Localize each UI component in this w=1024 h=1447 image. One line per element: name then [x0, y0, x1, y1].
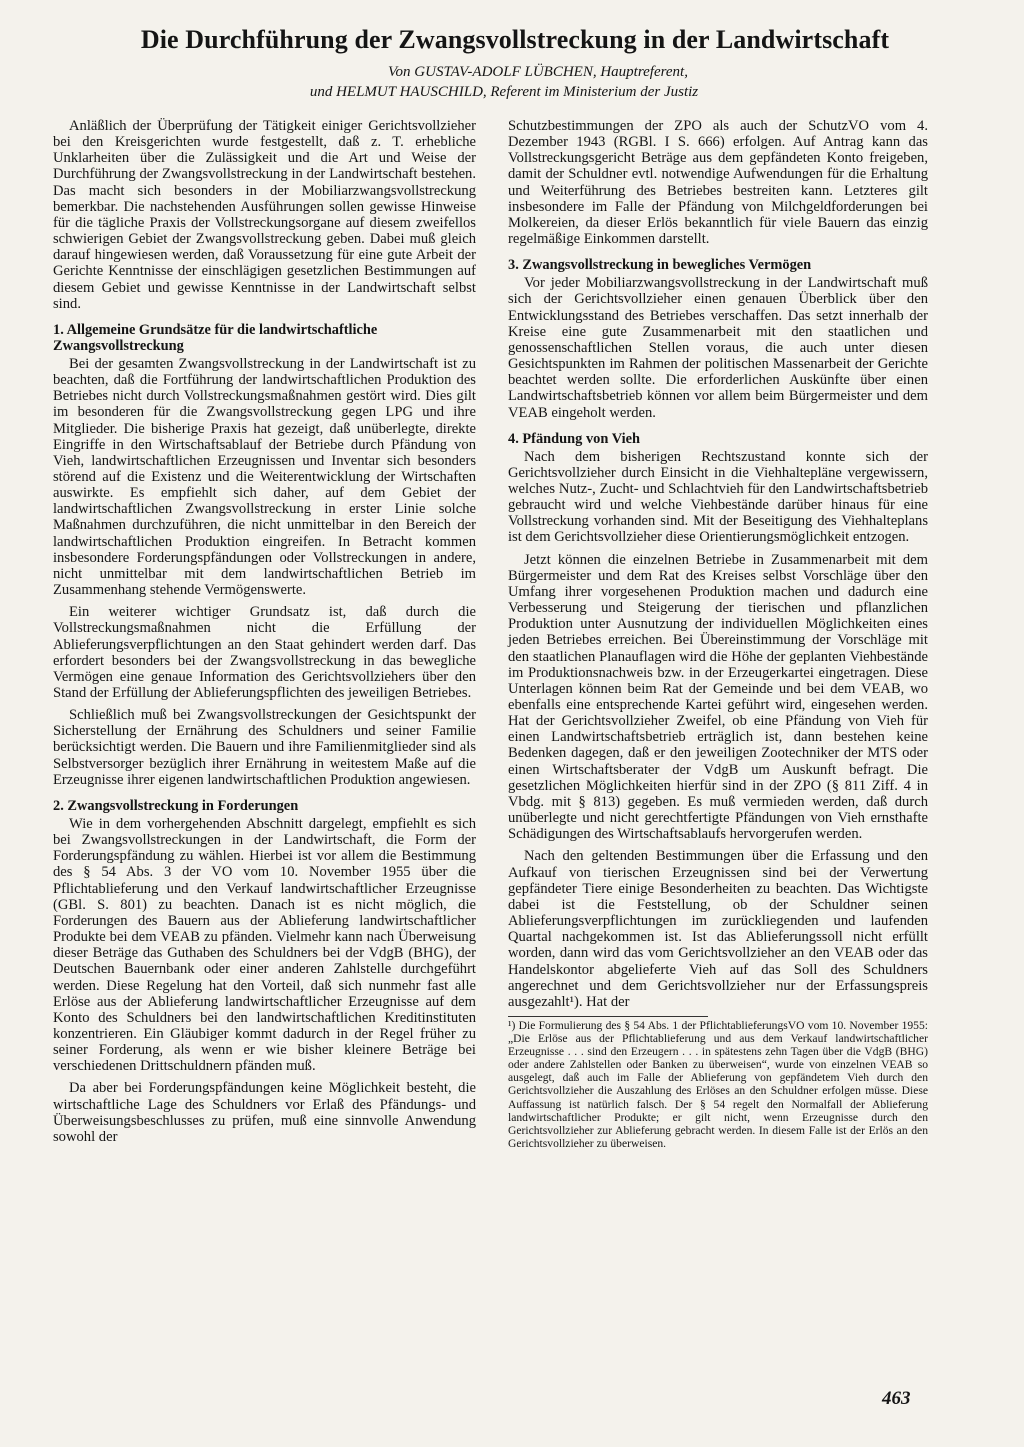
article-title: Die Durchführung der Zwangsvollstreckung in der Landwirtschaft: [140, 25, 890, 54]
section-2-paragraph-1: Wie in dem vorhergehenden Abschnitt dargelegt, empfiehlt es sich bei Zwangsvollstreckungen in der Landwirtschaft, die Form der Forderungspfändung zu wählen. Hierbei ist vor allem die Bestimmung des § 54 Abs. 3 der VO vom 10. November 1955 über die Pflichtablieferung und den Verkauf landwirtschaftlicher Erzeugnisse (GBl. S. 801) zu beachten. Danach ist es nicht möglich, die Forderungen des Bauern aus der Ablieferung landwirtschaftlicher Produkte bei dem VEAB zu pfänden. Vielmehr kann nach Überweisung dieser Beträge das Guthaben des Schuldners bei der VdgB (BHG), der Deutschen Bauernbank oder einer anderen Zahlstelle durchgeführt werden. Diese Regelung hat den Vorteil, daß sich nunmehr fast alle Erlöse aus der Ablieferung landwirtschaftlicher Erzeugnisse auf dem Konto des Schuldners bei den landwirtschaftlichen Kreditinstituten konzentrieren. Ein Gläubiger kommt dadurch in der Regel früher zu seiner Forderung, als wenn er wie bisher kleinere Beträge bei verschiedenen Drittschuldnern pfänden muß.: [53, 815, 476, 1075]
section-heading-2: 2. Zwangsvollstreckung in Forderungen: [53, 797, 299, 814]
left-column: [53, 118, 476, 1151]
section-2-paragraph-2: Da aber bei Forderungspfändungen keine Möglichkeit besteht, die wirtschaftliche Lage des Schuldners vor Erlaß des Pfändungs- und Überweisungsbeschlusses zu prüfen, muß eine sinnvolle Anwendung sowohl der: [53, 1080, 476, 1145]
footnote-area: [508, 1016, 928, 1150]
section-heading-4: 4. Pfändung von Vieh: [508, 430, 640, 447]
page-number: 463: [882, 1388, 911, 1409]
section-heading-3: 3. Zwangsvollstreckung in bewegliches Vermögen: [508, 257, 812, 274]
footnote-divider: [508, 1016, 708, 1017]
section-4-paragraph-3: Nach den geltenden Bestimmungen über die Erfassung und den Aufkauf von tierischen Erzeugnissen sind bei der Verwertung gepfändeter Tiere einige Besonderheiten zu beachten. Das Wichtigste dabei ist die Feststellung, ob der Schuldner seinen Ablieferungsverpflichtungen im zurückliegenden und laufenden Quartal nachgekommen ist. Ist das Ablieferungssoll nicht erfüllt worden, dann wird das vom Gerichtsvollzieher an den VEAB oder das Handelskontor abgelieferte Vieh auf das Soll des Schuldners angerechnet und dem Gerichtsvollzieher nur der Erfassungspreis ausgezahlt¹). Hat der: [508, 848, 928, 1010]
section-2-continuation: Schutzbestimmungen der ZPO als auch der SchutzVO vom 4. Dezember 1943 (RGBl. I S. 666) erfolgen. Auf Antrag kann das Vollstreckungsgericht Beträge aus dem gepfändeten Konto freigeben, damit der Schuldner evtl. notwendige Aufwendungen für die Erhaltung und Weiterführung des Betriebes bestreiten kann. Letzteres gilt insbesondere im Falle der Pfändung von Milchgeldforderungen bei Molkereien, da dieser Erlös bekanntlich für viele Bauern das einzig regelmäßige Einkommen darstellt.: [508, 118, 928, 248]
intro-paragraph: Anläßlich der Überprüfung der Tätigkeit einiger Gerichtsvollzieher bei den Kreisgerichten wurde festgestellt, daß z. T. erhebliche Unklarheiten über die Zulässigkeit und die Art und Weise der Durchführung der Zwangsvollstreckung in der Landwirtschaft bestehen. Das macht sich besonders in der Mobiliarzwangsvollstreckung bemerkbar. Die nachstehenden Ausführungen sollen gewisse Hinweise für die tägliche Praxis der Vollstreckungsorgane auf diesem zweifellos schwierigen Gebiet der Zwangsvollstreckung geben. Dabei muß gleich darauf hingewiesen werden, daß Voraussetzung für eine gute Arbeit der Gerichte Kenntnisse der einschlägigen gesetzlichen Bestimmungen auf diesem Gebiet und gewisse Kenntnisse in der Landwirtschaft selbst sind.: [53, 118, 476, 312]
right-column: [508, 118, 928, 1156]
section-4-paragraph-1: Nach dem bisherigen Rechtszustand konnte sich der Gerichtsvollzieher durch Einsicht in die Viehhaltepläne vergewissern, welches Nutz-, Zucht- und Schlachtvieh für den Landwirtschaftsbetrieb gebraucht wird und welche Viehbestände darüber hinaus für eine Vollstreckung vorhanden sind. Mit der Beseitigung des Viehhalteplans ist dem Gerichtsvollzieher diese Orientierungsmöglichkeit entzogen.: [508, 448, 928, 546]
section-1-paragraph-3: Schließlich muß bei Zwangsvollstreckungen der Gesichtspunkt der Sicherstellung der Ernährung des Schuldners und seiner Familie berücksichtigt werden. Die Bauern und ihre Familienmitglieder sind als Selbstversorger bezüglich ihrer Ernährung in weitestem Maße auf die Erzeugnisse ihrer eigenen landwirtschaftlichen Produktion angewiesen.: [53, 707, 476, 788]
section-4-paragraph-2: Jetzt können die einzelnen Betriebe in Zusammenarbeit mit dem Bürgermeister und dem Rat des Kreises selbst Vorschläge über den Umfang ihrer vorgesehenen Produktion machen und dadurch eine Verbesserung und Steigerung der tierischen und pflanzlichen Produktion unter Ausnutzung der individuellen Möglichkeiten eines jeden Betriebes erreichen. Bei Übereinstimmung der Vorschläge mit den staatlichen Planauflagen wird die Höhe der geplanten Viehbestände im Produktionsnachweis bzw. in der Erzeugerkartei eingetragen. Diese Unterlagen können beim Rat der Gemeinde und bei dem VEAB, wo ebenfalls eine entsprechende Kartei geführt wird, eingesehen werden. Hat der Gerichtsvollzieher Zweifel, ob eine Pfändung von Vieh für einen Landwirtschaftsbetrieb erträglich ist, dann bestehen keine Bedenken dagegen, daß er den jeweiligen Zootechniker der MTS oder einen Wirtschaftsberater der VdgB um Auskunft befragt. Die gesetzlichen Möglichkeiten hierfür sind in der ZPO (§ 811 Ziff. 4 in Vbdg. mit § 813) gegeben. Es muß vermieden werden, daß durch unüberlegte und nicht gerechtfertigte Pfändungen von Vieh ernsthafte Schädigungen des Wirtschaftsablaufs hervorgerufen werden.: [508, 551, 928, 843]
section-1-paragraph-2: Ein weiterer wichtiger Grundsatz ist, daß durch die Vollstreckungsmaßnahmen nicht die Erfüllung der Ablieferungsverpflichtungen an den Staat gehindert werden darf. Das erfordert besonders bei der Zwangsvollstreckung in das bewegliche Vermögen eine genaue Information des Gerichtsvollziehers über den Stand der Erfüllung der Ablieferungspflichten des jeweiligen Betriebes.: [53, 604, 476, 701]
section-1-paragraph-1: Bei der gesamten Zwangsvollstreckung in der Landwirtschaft ist zu beachten, daß die Fortführung der landwirtschaftlichen Produktion des Betriebes nicht durch Vollstreckungsmaßnahmen gestört wird. Dies gilt im besonderen für die Zwangsvollstreckung gegen LPG und ihre Mitglieder. Die bisherige Praxis hat gezeigt, daß unüberlegte, direkte Eingriffe in den Wirtschaftsablauf der Betriebe durch Pfändung von Vieh, landwirtschaftlichen Erzeugnissen und Inventar sich besonders störend auf die Existenz und die Weiterentwicklung der Wirtschaften auswirkte. Es empfiehlt sich daher, auf dem Gebiet der landwirtschaftlichen Zwangsvollstreckung in erster Linie solche Maßnahmen durchzuführen, die nicht unmittelbar in den Bereich der landwirtschaftlichen Produktion eingreifen. In Betracht kommen insbesondere Forderungspfändungen oder Vollstreckungen in andere, nicht unmittelbar mit dem landwirtschaftlichen Betrieb im Zusammenhang stehende Vermögenswerte.: [53, 355, 476, 599]
footnote-1: ¹) Die Formulierung des § 54 Abs. 1 der PflichtablieferungsVO vom 10. November 1955: „Die Erlöse aus der Pflichtablieferung und aus dem Verkauf landwirtschaftlicher Erzeugnisse . . . sind den Erzeugern . . . in spätestens zehn Tagen über die VdgB (BHG) oder andere Zahlstellen oder Banken zu überweisen“, wurde von einzelnen VEAB so ausgelegt, daß auch im Falle der Ablieferung von gepfändetem Vieh durch den Gerichtsvollzieher die Auszahlung des Erlöses an den Schuldner erfolgen müsse. Diese Auffassung ist natürlich falsch. Der § 54 regelt den Normalfall der Ablieferung landwirtschaftlicher Produkte; er gilt nicht, wenn Erzeugnisse durch den Gerichtsvollzieher zur Ablieferung gebracht werden. In diesem Falle ist der Erlös an den Gerichtsvollzieher zu überweisen.: [508, 1018, 928, 1150]
byline-authors: Von GUSTAV-ADOLF LÜBCHEN, Hauptreferent,: [388, 64, 688, 80]
byline-affiliation: und HELMUT HAUSCHILD, Referent im Ministerium der Justiz: [309, 84, 699, 100]
section-heading-1: 1. Allgemeine Grundsätze für die landwirtschaftliche Zwangsvollstreckung: [53, 321, 378, 354]
section-3-paragraph-1: Vor jeder Mobiliarzwangsvollstreckung in der Landwirtschaft muß sich der Gerichtsvollzieher einen genauen Überblick über den Entwicklungsstand des Betriebes verschaffen. Das setzt innerhalb der Kreise eine gute Zusammenarbeit mit den staatlichen und genossenschaftlichen Stellen voraus, die auch unter diesen Gesichtspunkten im Rahmen der politischen Massenarbeit der Gerichte beachtet werden sollte. Die erforderlichen Auskünfte über einen Landwirtschaftsbetrieb können vor allem beim Bürgermeister und dem VEAB eingeholt werden.: [508, 275, 928, 421]
